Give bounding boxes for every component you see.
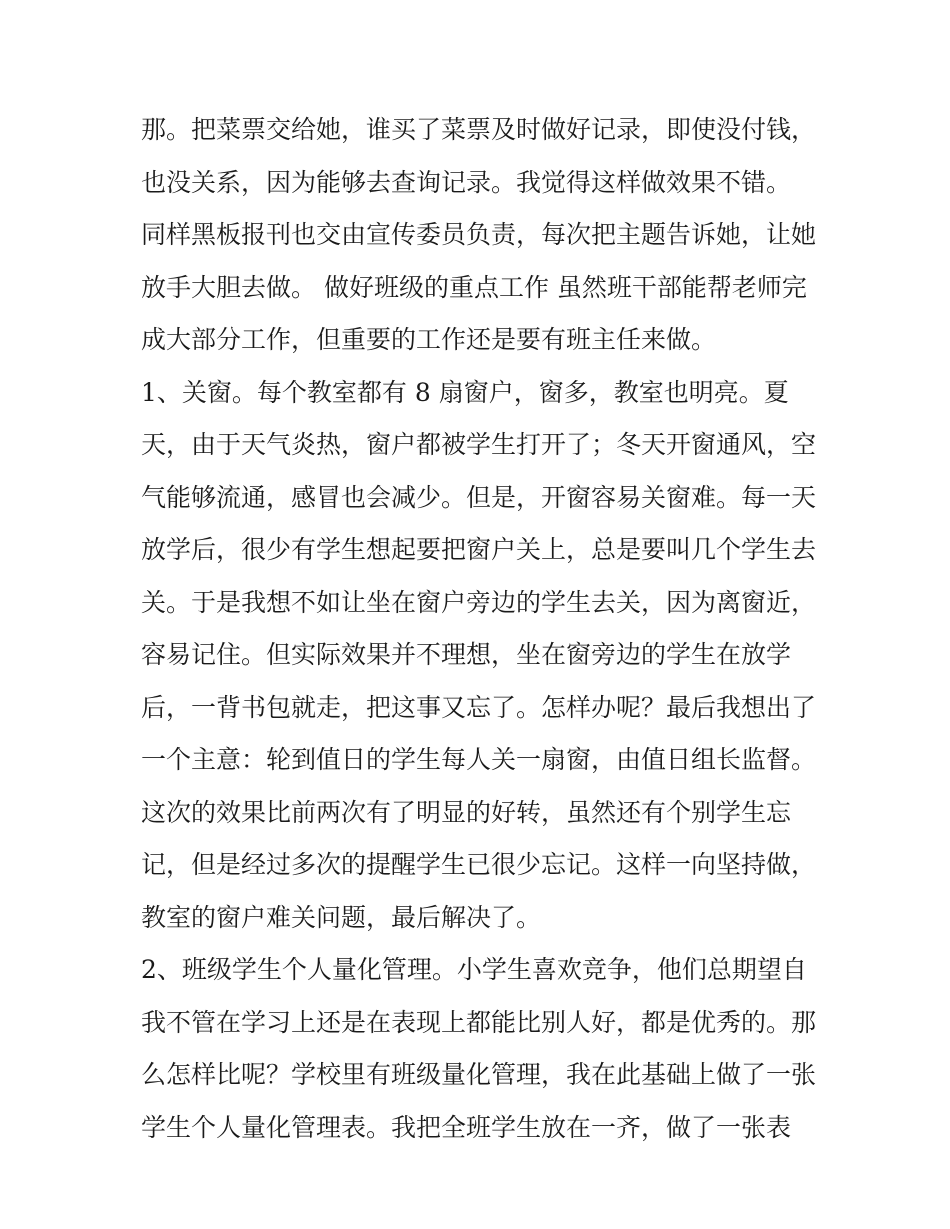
text-line: 同样黑板报刊也交由宣传委员负责，每次把主题告诉她，让她 <box>141 220 817 249</box>
body-text <box>141 104 821 1154</box>
text-line: 么怎样比呢？学校里有班级量化管理，我在此基础上做了一张 <box>141 1060 817 1089</box>
text-line: 放学后，很少有学生想起要把窗户关上，总是要叫几个学生去 <box>141 535 817 564</box>
text-line: 一个主意：轮到值日的学生每人关一扇窗，由值日组长监督。 <box>141 745 817 774</box>
text-line: 容易记住。但实际效果并不理想，坐在窗旁边的学生在放学 <box>141 640 792 669</box>
text-line: 天，由于天气炎热，窗户都被学生打开了；冬天开窗通风，空 <box>141 430 817 459</box>
text-line: 放手大胆去做。 做好班级的重点工作 虽然班干部能帮老师完 <box>141 272 807 302</box>
text-line: 1、关窗。每个教室都有 8 扇窗户，窗多，教室也明亮。夏 <box>141 377 789 407</box>
text-line: 我不管在学习上还是在表现上都能比别人好，都是优秀的。那 <box>141 1007 817 1037</box>
text-line: 关。于是我想不如让坐在窗户旁边的学生去关，因为离窗近， <box>141 587 817 617</box>
text-line: 教室的窗户难关问题，最后解决了。 <box>141 902 542 932</box>
text-line: 成大部分工作，但重要的工作还是要有班主任来做。 <box>141 325 717 354</box>
text-line: 2、班级学生个人量化管理。小学生喜欢竞争，他们总期望自 <box>141 955 807 984</box>
text-line: 那。把菜票交给她，谁买了菜票及时做好记录，即使没付钱， <box>141 115 817 144</box>
text-line: 也没关系，因为能够去查询记录。我觉得这样做效果不错。 <box>141 167 792 197</box>
text-line: 记，但是经过多次的提醒学生已很少忘记。这样一向坚持做， <box>141 850 817 879</box>
text-line: 气能够流通，感冒也会减少。但是，开窗容易关窗难。每一天 <box>141 482 817 512</box>
text-line: 学生个人量化管理表。我把全班学生放在一齐，做了一张表 <box>141 1112 792 1142</box>
text-line: 后，一背书包就走，把这事又忘了。怎样办呢？最后我想出了 <box>141 692 817 722</box>
text-line: 这次的效果比前两次有了明显的好转，虽然还有个别学生忘 <box>141 797 792 827</box>
